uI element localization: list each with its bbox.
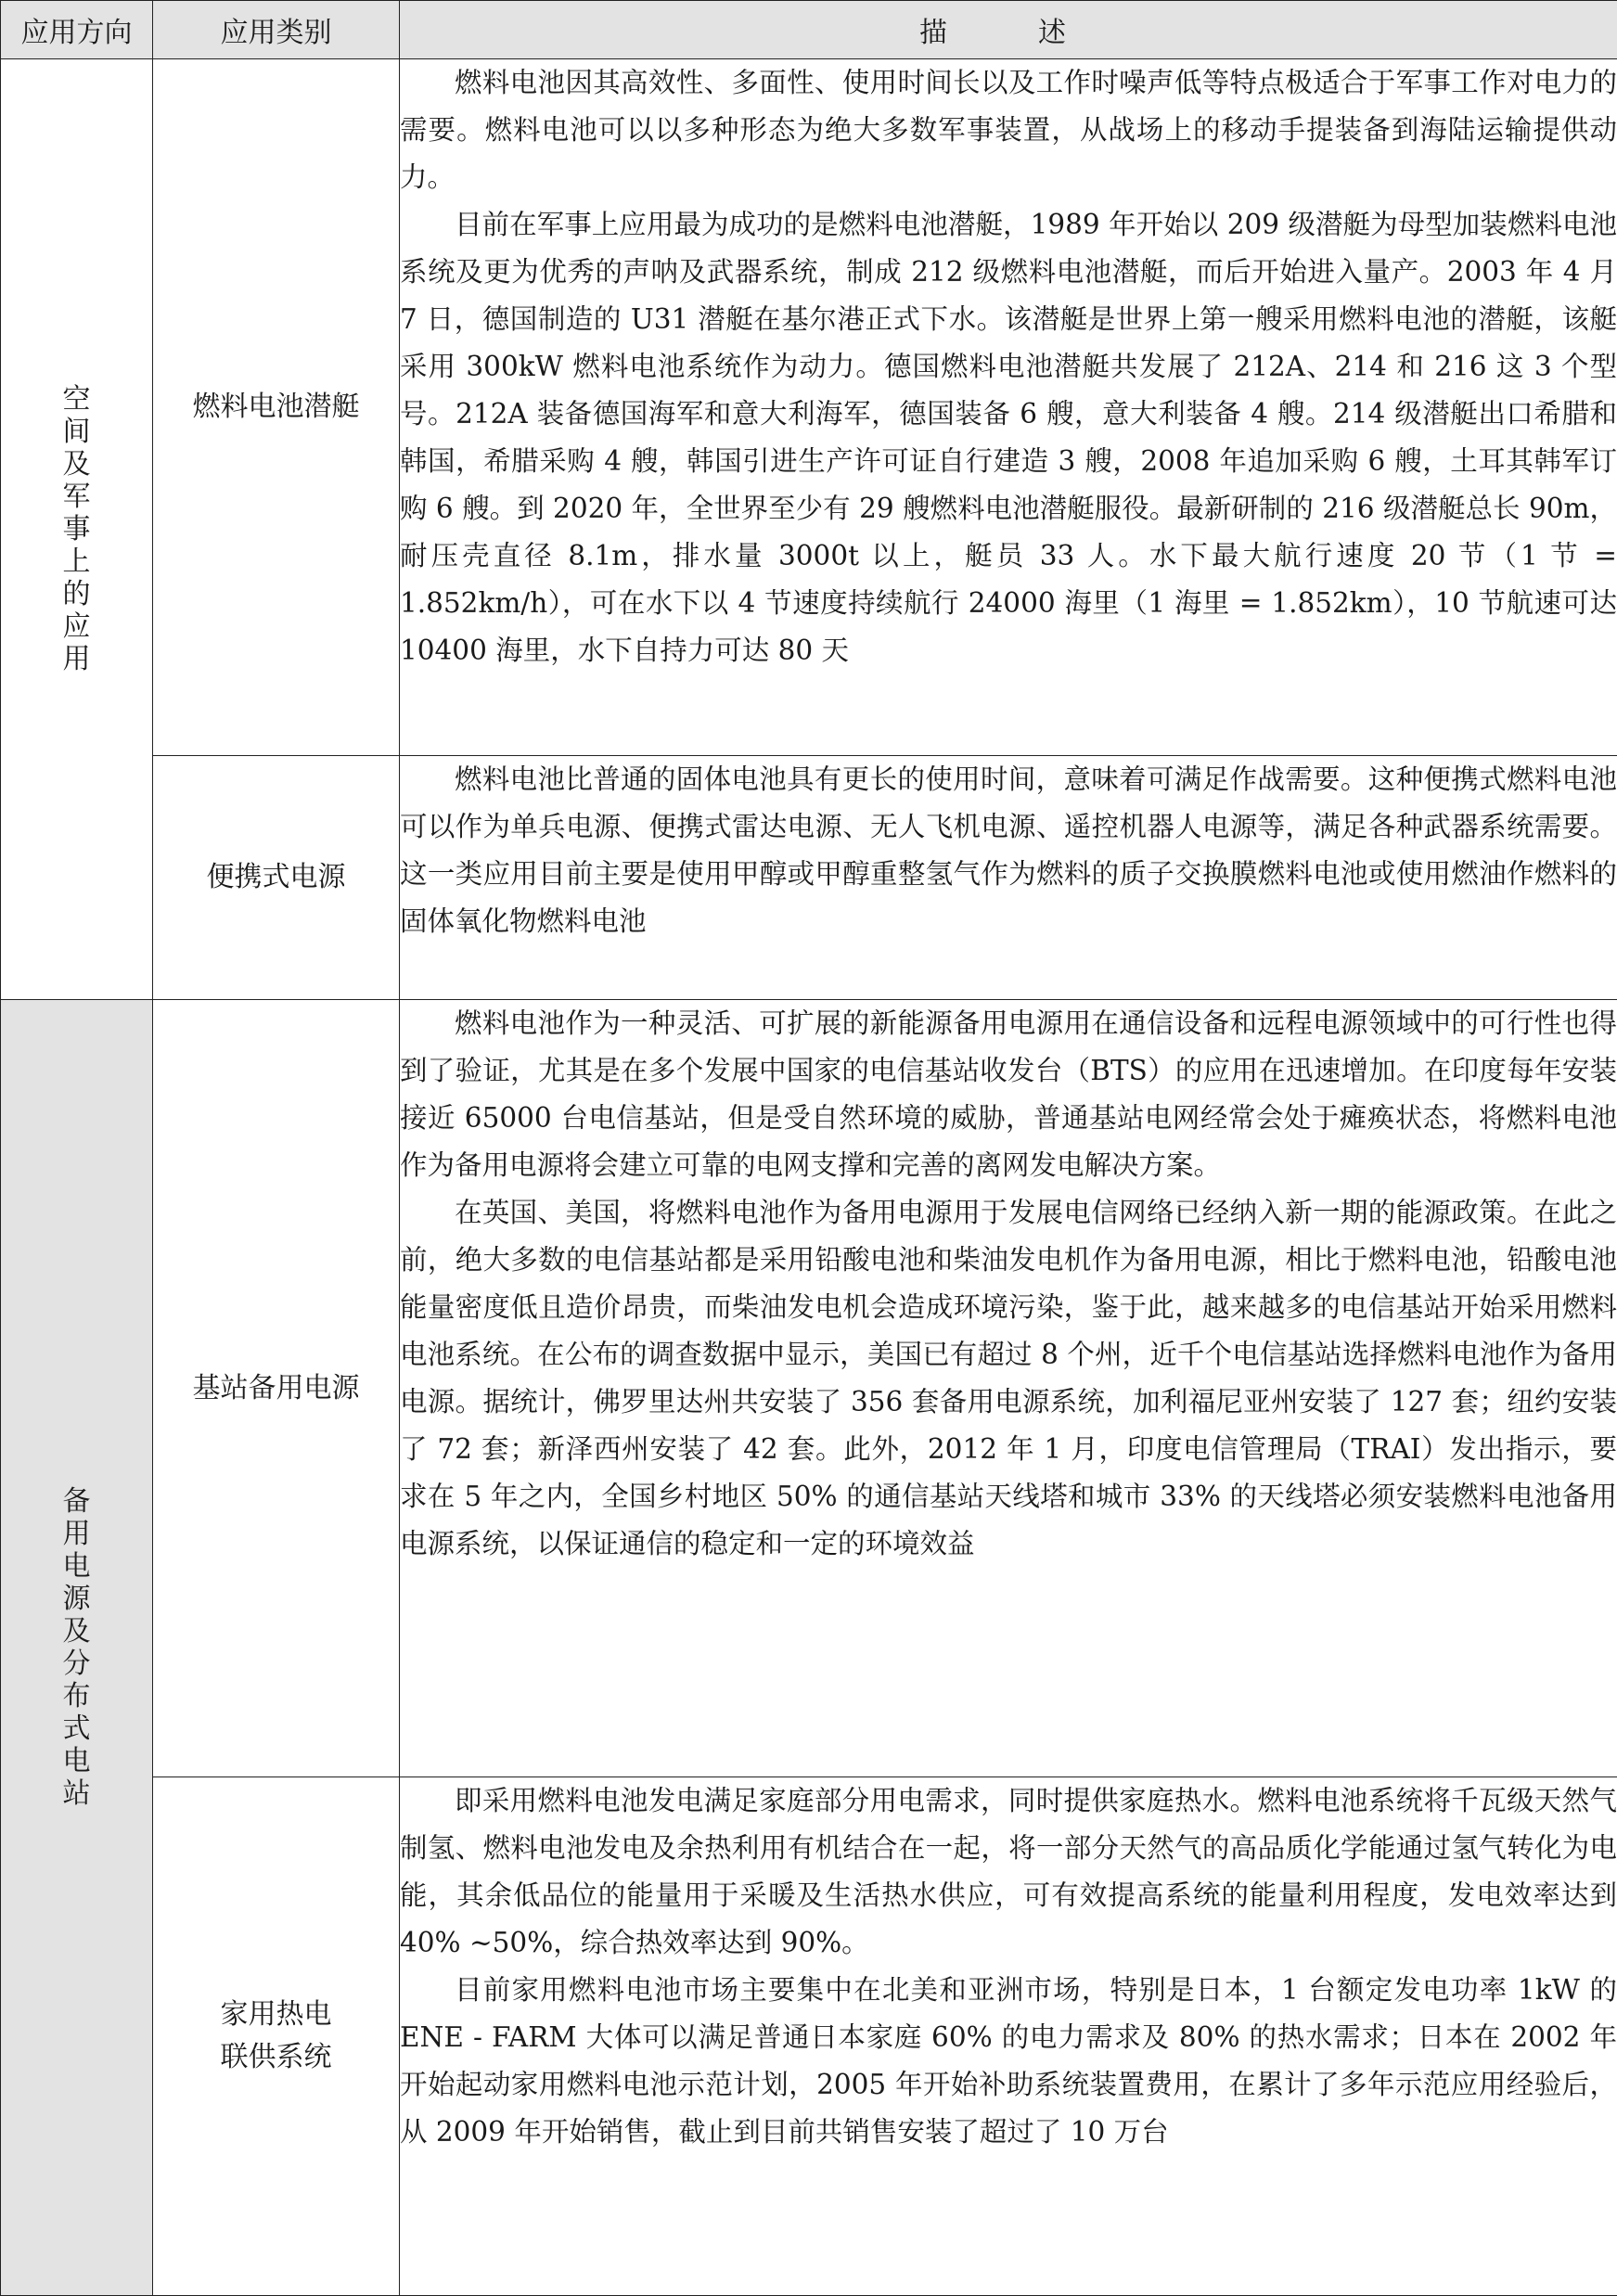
- category-label-line-2: 联供系统: [153, 2036, 399, 2079]
- description-paragraph: 燃料电池因其高效性、多面性、使用时间长以及工作时噪声低等特点极适合于军事工作对电力的需要。燃料电池可以以多种形态为绝大多数军事装置，从战场上的移动手提装备到海陆运输提供动力。: [400, 59, 1617, 201]
- category-label: 燃料电池潜艇: [153, 386, 399, 429]
- description-paragraph: 目前在军事上应用最为成功的是燃料电池潜艇，1989 年开始以 209 级潜艇为母型加装燃料电池系统及更为优秀的声呐及武器系统，制成 212 级燃料电池潜艇，而后开始进入量产。2003 年 4 月 7 日，德国制造的 U31 潜艇在基尔港正式下水。该潜艇是世界上第一艘采用燃料电池的潜艇，该艇采用 300kW 燃料电池系统作为动力。德国燃料电池潜艇共发展了 212A、214 和 216 这 3 个型号。212A 装备德国海军和意大利海军，德国装备 6 艘，意大利装备 4 艘。214 级潜艇出口希腊和韩国，希腊采购 4 艘，韩国引进生产许可证自行建造 3 艘，2008 年追加采购 6 艘，土耳其韩军订购 6 艘。到 2020 年，全世界至少有 29 艘燃料电池潜艇服役。最新研制的 216 级潜艇总长 90m，耐压壳直径 8.1m，排水量 3000t 以上，艇员 33 人。水下最大航行速度 20 节（1 节 = 1.852km/h），可在水下以 4 节速度持续航行 24000 海里（1 海里 = 1.852km），10 节航速可达 10400 海里，水下自持力可达 80 天: [400, 201, 1617, 674]
- description-paragraph: 在英国、美国，将燃料电池作为备用电源用于发展电信网络已经纳入新一期的能源政策。在此之前，绝大多数的电信基站都是采用铅酸电池和柴油发电机作为备用电源，相比于燃料电池，铅酸电池能量密度低且造价昂贵，而柴油发电机会造成环境污染，鉴于此，越来越多的电信基站开始采用燃料电池系统。在公布的调查数据中显示，美国已有超过 8 个州，近千个电信基站选择燃料电池作为备用电源。据统计，佛罗里达州共安装了 356 套备用电源系统，加利福尼亚州安装了 127 套；纽约安装了 72 套；新泽西州安装了 42 套。此外，2012 年 1 月，印度电信管理局（TRAI）发出指示，要求在 5 年之内，全国乡村地区 50% 的通信基站天线塔和城市 33% 的天线塔必须安装燃料电池备用电源系统，以保证通信的稳定和一定的环境效益: [400, 1189, 1617, 1568]
- description-paragraph: 即采用燃料电池发电满足家庭部分用电需求，同时提供家庭热水。燃料电池系统将千瓦级天然气制氢、燃料电池发电及余热利用有机结合在一起，将一部分天然气的高品质化学能通过氢气转化为电能，其余低品位的能量用于采暖及生活热水供应，可有效提高系统的能量利用程度，发电效率达到 40% ~50%，综合热效率达到 90%。: [400, 1777, 1617, 1967]
- description-cell: [400, 59, 1617, 756]
- direction-cell-backup-power: [1, 1000, 153, 2296]
- table-row: [1, 1000, 1617, 1777]
- table-header-row: [1, 1, 1617, 59]
- direction-label: 备用电源及分布式电站: [61, 1485, 93, 1810]
- table-row: [1, 756, 1617, 1000]
- header-category: 应用类别: [153, 1, 400, 59]
- description-cell: [400, 1777, 1617, 2296]
- description-paragraph: 目前家用燃料电池市场主要集中在北美和亚洲市场，特别是日本，1 台额定发电功率 1kW 的 ENE - FARM 大体可以满足普通日本家庭 60% 的电力需求及 80% 的热水需求；日本在 2002 年开始起动家用燃料电池示范计划，2005 年开始补助系统装置费用，在累计了多年示范应用经验后，从 2009 年开始销售，截止到目前共销售安装了超过了 10 万台: [400, 1967, 1617, 2156]
- category-label: 基站备用电源: [153, 1367, 399, 1410]
- description-paragraph: 燃料电池作为一种灵活、可扩展的新能源备用电源用在通信设备和远程电源领域中的可行性也得到了验证，尤其是在多个发展中国家的电信基站收发台（BTS）的应用在迅速增加。在印度每年安装接近 65000 台电信基站，但是受自然环境的威胁，普通基站电网经常会处于瘫痪状态，将燃料电池作为备用电源将会建立可靠的电网支撑和完善的离网发电解决方案。: [400, 1000, 1617, 1189]
- direction-cell-military: [1, 59, 153, 1000]
- header-direction: 应用方向: [1, 1, 153, 59]
- description-cell: [400, 1000, 1617, 1777]
- category-label-line-1: 家用热电: [153, 1994, 399, 2036]
- category-cell: [153, 1000, 400, 1777]
- category-cell: [153, 756, 400, 1000]
- description-paragraph: 燃料电池比普通的固体电池具有更长的使用时间，意味着可满足作战需要。这种便携式燃料电池可以作为单兵电源、便携式雷达电源、无人飞机电源、遥控机器人电源等，满足各种武器系统需要。这一类应用目前主要是使用甲醇或甲醇重整氢气作为燃料的质子交换膜燃料电池或使用燃油作燃料的固体氧化物燃料电池: [400, 756, 1617, 945]
- table-row: [1, 1777, 1617, 2296]
- header-description: 描 述: [400, 1, 1617, 59]
- category-cell: [153, 1777, 400, 2296]
- direction-label: 空间及军事上的应用: [61, 383, 93, 675]
- category-cell: [153, 59, 400, 756]
- description-cell: [400, 756, 1617, 1000]
- table-row: [1, 59, 1617, 756]
- category-label: 便携式电源: [153, 856, 399, 899]
